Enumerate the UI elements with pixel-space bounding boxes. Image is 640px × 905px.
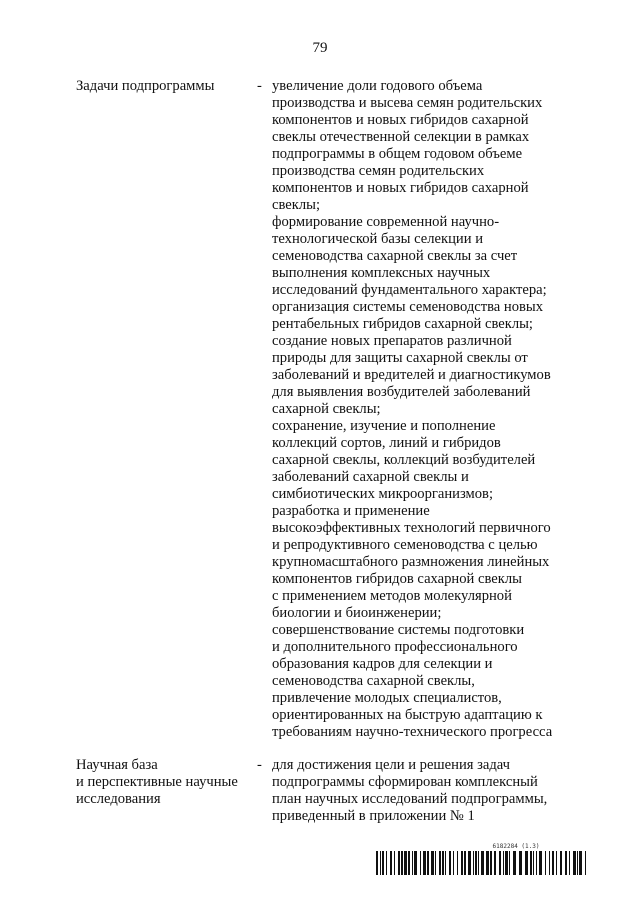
barcode-bar	[478, 851, 479, 875]
body-line: разработка и применение	[272, 503, 430, 519]
body-line: выполнения комплексных научных	[272, 265, 491, 281]
barcode-bar	[573, 851, 576, 875]
barcode-bar	[565, 851, 567, 875]
body-line: подпрограммы в общем годовом объеме	[272, 146, 523, 162]
barcode-bar	[464, 851, 466, 875]
science-label-line: и перспективные научные	[76, 774, 238, 790]
barcode-bar	[473, 851, 474, 875]
barcode-bar	[431, 851, 434, 875]
barcode-bar	[494, 851, 496, 875]
barcode-bar	[442, 851, 444, 875]
barcode-bar	[435, 851, 436, 875]
barcode-bar	[404, 851, 407, 875]
body-line: природы для защиты сахарной свеклы от	[272, 350, 528, 366]
barcode-bar	[382, 851, 384, 875]
barcode-bar	[569, 851, 570, 875]
barcode-bar	[525, 851, 528, 875]
body-line: привлечение молодых специалистов,	[272, 690, 502, 706]
body-line: компонентов гибридов сахарной свеклы	[272, 571, 522, 587]
body-line: технологической базы селекции и	[272, 231, 484, 247]
barcode-bar	[394, 851, 395, 875]
body-line: биологии и биоинженерии;	[272, 605, 442, 621]
barcode-bar	[457, 851, 458, 875]
body-line: образования кадров для селекции и	[272, 656, 493, 672]
barcode-image	[376, 851, 586, 875]
body-line: и репродуктивного семеноводства с целью	[272, 537, 538, 553]
body-line: компонентов и новых гибридов сахарной	[272, 112, 529, 128]
body-line: совершенствование системы подготовки	[272, 622, 525, 638]
barcode-bar	[505, 851, 508, 875]
barcode-bar	[449, 851, 451, 875]
barcode-bar	[427, 851, 429, 875]
body-line: компонентов и новых гибридов сахарной	[272, 180, 529, 196]
body-line: рентабельных гибридов сахарной свеклы;	[272, 316, 533, 332]
barcode-bar	[549, 851, 550, 875]
barcode-bar	[536, 851, 537, 875]
science-label	[76, 757, 256, 808]
body-line: сахарной свеклы, коллекций возбудителей	[272, 452, 536, 468]
barcode-bar	[545, 851, 546, 875]
tasks-label-line: Задачи подпрограммы	[76, 78, 215, 94]
barcode-bar	[414, 851, 417, 875]
barcode-bar	[386, 851, 387, 875]
body-line: крупномасштабного размножения линейных	[272, 554, 550, 570]
barcode-bar	[376, 851, 378, 875]
barcode-bar	[468, 851, 471, 875]
body-line: заболеваний и вредителей и диагностикумов	[272, 367, 551, 383]
body-line: с применением методов молекулярной	[272, 588, 512, 604]
barcode-bar	[481, 851, 484, 875]
barcode-bar	[530, 851, 532, 875]
barcode-bar	[420, 851, 421, 875]
body-line: высокоэффективных технологий первичного	[272, 520, 551, 536]
body-line: для выявления возбудителей заболеваний	[272, 384, 531, 400]
barcode-bar	[486, 851, 489, 875]
barcode-bar	[390, 851, 392, 875]
barcode-bar	[556, 851, 557, 875]
body-line: приведенный в приложении № 1	[272, 808, 475, 824]
body-line: подпрограммы сформирован комплексный	[272, 774, 538, 790]
tasks-label	[76, 78, 256, 95]
barcode-bar	[490, 851, 492, 875]
barcode-bar	[579, 851, 582, 875]
body-line: свеклы отечественной селекции в рамках	[272, 129, 530, 145]
body-line: симбиотических микроорганизмов;	[272, 486, 493, 502]
barcode-bar	[453, 851, 454, 875]
tasks-dash: -	[257, 78, 262, 94]
science-label-line: исследования	[76, 791, 161, 807]
body-line: создание новых препаратов различной	[272, 333, 512, 349]
barcode-bar	[380, 851, 381, 875]
body-line: для достижения цели и решения задач	[272, 757, 511, 773]
body-line: производства семян родительских	[272, 163, 485, 179]
barcode-bar	[401, 851, 403, 875]
science-body	[272, 757, 572, 825]
body-line: формирование современной научно-	[272, 214, 500, 230]
barcode-bar	[461, 851, 463, 875]
barcode-bar	[398, 851, 400, 875]
science-dash: -	[257, 757, 262, 773]
body-line: и дополнительного профессионального	[272, 639, 518, 655]
barcode-bar	[445, 851, 446, 875]
barcode-bar	[552, 851, 554, 875]
body-line: заболеваний сахарной свеклы и	[272, 469, 469, 485]
body-line: организация системы семеноводства новых	[272, 299, 544, 315]
body-line: сохранение, изучение и пополнение	[272, 418, 496, 434]
barcode-bar	[509, 851, 510, 875]
barcode-bar	[533, 851, 534, 875]
page-number: 79	[312, 40, 328, 56]
body-line: производства и высева семян родительских	[272, 95, 543, 111]
barcode-graphic	[376, 851, 586, 875]
barcode-bar	[503, 851, 504, 875]
body-line: увеличение доли годового объема	[272, 78, 483, 94]
body-line: план научных исследований подпрограммы,	[272, 791, 548, 807]
barcode-bar	[439, 851, 441, 875]
barcode-bar	[408, 851, 410, 875]
barcode-bar	[423, 851, 426, 875]
barcode-bar	[539, 851, 542, 875]
body-line: исследований фундаментального характера;	[272, 282, 547, 298]
barcode-bar	[475, 851, 477, 875]
body-line: требованиям научно-технического прогресса	[272, 724, 553, 740]
body-line: семеноводства сахарной свеклы за счет	[272, 248, 518, 264]
barcode-bar	[577, 851, 578, 875]
barcode-bar	[412, 851, 413, 875]
barcode-bar	[513, 851, 516, 875]
barcode-bar	[560, 851, 562, 875]
science-label-line: Научная база	[76, 757, 158, 773]
tasks-body	[272, 78, 572, 741]
barcode-bar	[499, 851, 501, 875]
body-line: свеклы;	[272, 197, 320, 213]
body-line: коллекций сортов, линий и гибридов	[272, 435, 501, 451]
body-line: ориентированных на быструю адаптацию к	[272, 707, 543, 723]
barcode-number: 6182284 (1.3)	[492, 843, 540, 850]
body-line: семеноводства сахарной свеклы,	[272, 673, 475, 689]
body-line: сахарной свеклы;	[272, 401, 381, 417]
barcode-bar	[519, 851, 522, 875]
barcode-bar	[585, 851, 586, 875]
